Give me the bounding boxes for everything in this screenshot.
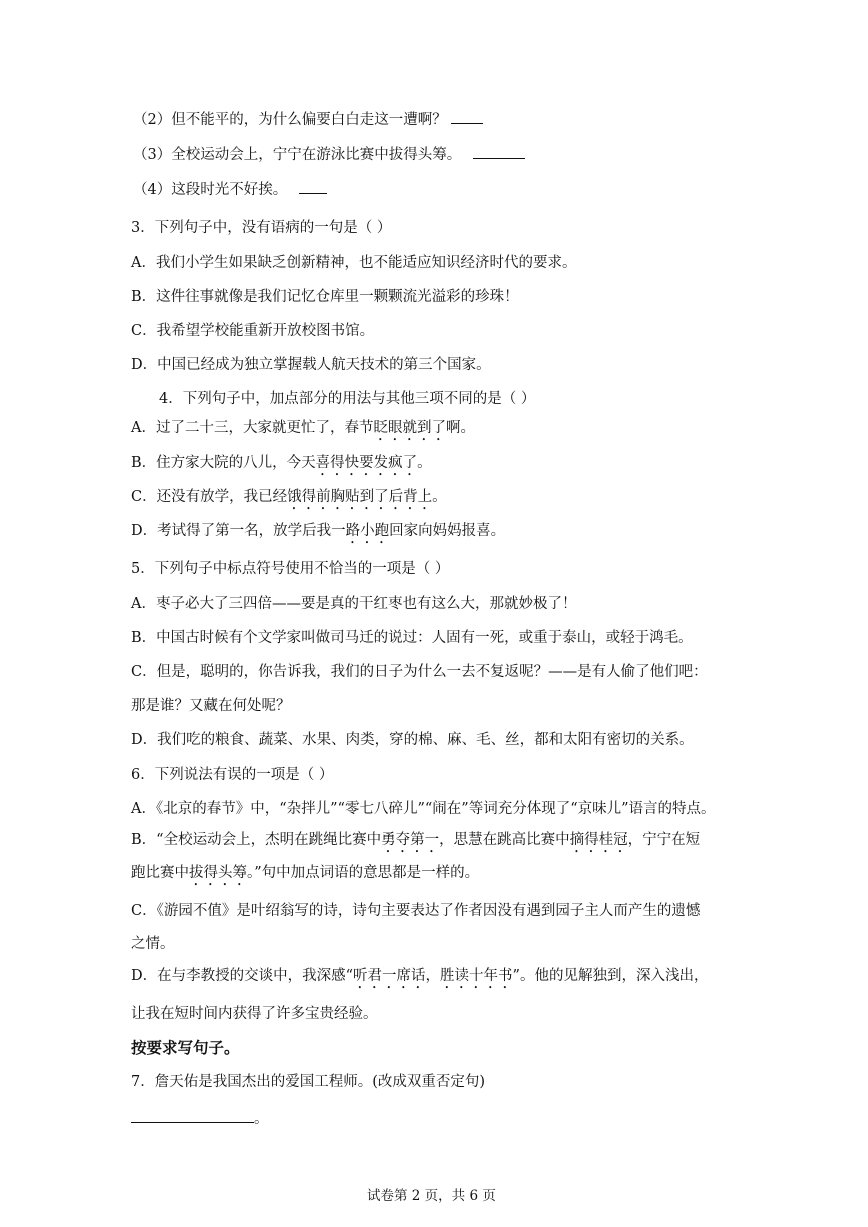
q4-b-dotted: 喜得快要发疯了 <box>315 455 418 471</box>
q6-d-dotted: 听君一席话，胜读十年书 <box>353 968 513 984</box>
q3-option-a: A．我们小学生如果缺乏创新精神，也不能适应知识经济时代的要求。 <box>131 255 577 271</box>
q3-option-d: D．中国已经成为独立掌握载人航天技术的第三个国家。 <box>131 357 491 373</box>
q4-a-dotted: 眨眼就到了 <box>373 420 446 436</box>
q3-option-c: C．我希望学校能重新开放校图书馆。 <box>131 323 375 339</box>
q4-option-c <box>131 485 447 513</box>
q5-option-a: A．枣子必大了三四倍——要是真的干红枣也有这么大，那就妙极了！ <box>131 596 577 612</box>
q4-d-dotted: 路小跑 <box>345 523 390 539</box>
q4-d-text: D．考试得了第一名，放学后我一 <box>131 523 346 539</box>
q7-answer-line <box>131 1107 269 1128</box>
q6-b2-text: 跑比赛中 <box>131 865 189 881</box>
q6-b-tail: ，宁宁在短 <box>627 832 701 848</box>
q6-stem: 6．下列说法有误的一项是（ ） <box>131 767 334 783</box>
q6-option-a: A．《北京的春节》中，“杂拌儿”“零七八碎儿”“闹在”等词充分体现了“京味儿”语言的特点。 <box>131 801 716 817</box>
answer-blank[interactable] <box>451 109 483 124</box>
q4-d-tail: 回家向妈妈报喜。 <box>389 523 506 539</box>
q7-stem: 7．詹天佑是我国杰出的爱国工程师。(改成双重否定句) <box>131 1074 486 1090</box>
q4-option-a <box>131 416 475 444</box>
q6-b-text: B．“全校运动会上，杰明在跳绳比赛中 <box>131 832 382 848</box>
q6-b-dotted-1: 勇夺第一 <box>381 832 440 848</box>
q6-option-c-line2: 之情。 <box>131 936 175 952</box>
q5-option-d: D．我们吃的粮食、蔬菜、水果、肉类，穿的棉、麻、毛、丝，都和太阳有密切的关系。 <box>131 732 694 748</box>
q4-stem: 4．下列句子中，加点部分的用法与其他三项不同的是（ ） <box>159 391 536 407</box>
q4-b-tail: 。 <box>417 455 432 471</box>
q6-b2-dotted: 拔得头筹 <box>189 865 247 881</box>
q4-option-d <box>131 519 505 547</box>
answer-blank[interactable] <box>131 1108 254 1123</box>
q4-b-text: B．住方家大院的八儿，今天 <box>131 455 316 471</box>
q6-option-d-line2: 让我在短时间内获得了许多宝贵经验。 <box>131 1006 378 1022</box>
section-title: 按要求写句子。 <box>131 1039 240 1057</box>
page-footer: 试卷第 2 页，共 6 页 <box>367 1188 496 1204</box>
q5-option-c-line1: C．但是，聪明的，你告诉我，我们的日子为什么一去不复返呢？——是有人偷了他们吧： <box>131 664 708 680</box>
answer-blank[interactable] <box>473 144 525 159</box>
q2-item-2-text: （2）但不能平的，为什么偏要白白走这一遭啊？ <box>133 112 447 128</box>
q6-b2-tail: 。”句中加点词语的意思都是一样的。 <box>247 865 480 881</box>
q4-a-text: A．过了二十三，大家就更忙了，春节 <box>131 420 374 436</box>
q4-c-dotted: 饿得前胸贴到了后背上 <box>287 489 433 505</box>
q6-option-d-line1 <box>131 964 708 992</box>
q6-d-tail: ”。他的见解独到，深入浅出， <box>512 968 709 984</box>
q3-stem: 3．下列句子中，没有语病的一句是（ ） <box>131 220 392 236</box>
q2-item-3 <box>133 143 525 164</box>
q6-option-b-line2 <box>131 861 479 889</box>
q7-end-mark: 。 <box>254 1111 269 1127</box>
q4-a-tail: 啊。 <box>445 420 475 436</box>
q5-option-c-line2: 那是谁？又藏在何处呢？ <box>131 698 291 714</box>
q5-option-b: B．中国古时候有个文学家叫做司马迁的说过：人固有一死，或重于泰山，或轻于鸿毛。 <box>131 630 693 646</box>
q2-item-2 <box>133 108 483 129</box>
q4-c-tail: 。 <box>432 489 447 505</box>
q6-b-mid: ，思慧在跳高比赛中 <box>439 832 570 848</box>
answer-blank[interactable] <box>299 179 327 194</box>
q4-option-b <box>131 451 432 479</box>
q6-option-c-line1: C．《游园不值》是叶绍翁写的诗，诗句主要表达了作者因没有遇到园子主人而产生的遗憾 <box>131 903 701 919</box>
q3-option-b: B．这件往事就像是我们记忆仓库里一颗颗流光溢彩的珍珠！ <box>131 289 519 305</box>
q5-stem: 5．下列句子中标点符号使用不恰当的一项是（ ） <box>131 561 450 577</box>
q2-item-4 <box>133 178 327 199</box>
q6-d-text: D．在与李教授的交谈中，我深感“ <box>131 968 354 984</box>
q2-item-3-text: （3）全校运动会上，宁宁在游泳比赛中拔得头筹。 <box>133 147 462 163</box>
q4-c-text: C．还没有放学，我已经 <box>131 489 288 505</box>
q2-item-4-text: （4）这段时光不好挨。 <box>133 182 288 198</box>
q6-option-b-line1 <box>131 828 700 856</box>
q6-b-dotted-2: 摘得桂冠 <box>569 832 628 848</box>
